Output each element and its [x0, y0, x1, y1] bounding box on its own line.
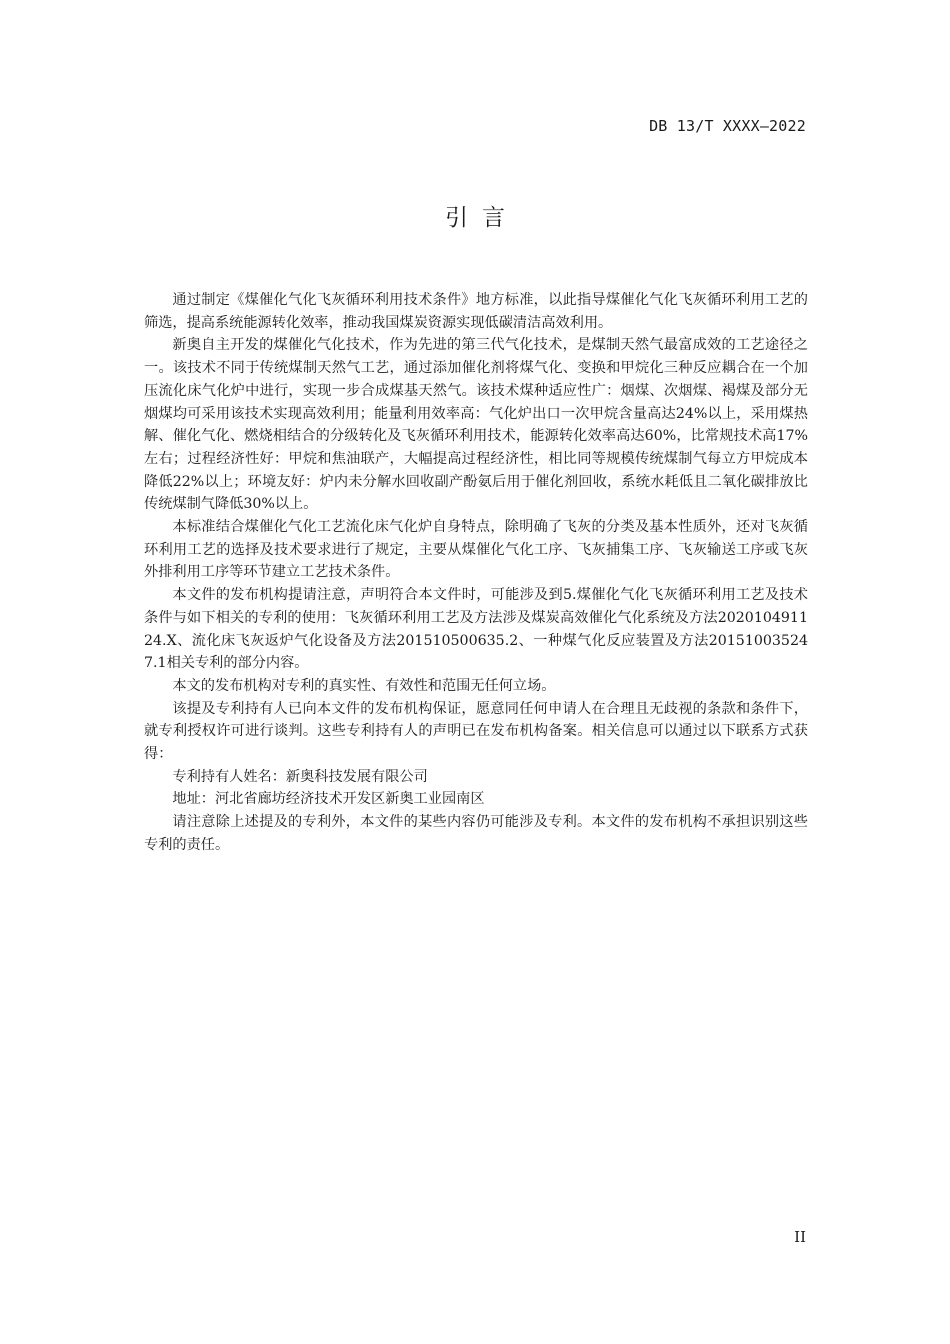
paragraph-patent-notice: 本文件的发布机构提请注意，声明符合本文件时，可能涉及到5.煤催化气化飞灰循环利用工艺及技术条件与如下相关的专利的使用：飞灰循环利用工艺及方法涉及煤炭高效催化气化系统及方法202010491124.X、流化床飞灰返炉气化设备及方法201510500635.2、一种煤气化反应装置及方法201510035247.1相关专利的部分内容。 [144, 587, 808, 672]
paragraph-patent-holder-name: 专利持有人姓名：新奥科技发展有限公司 [172, 768, 428, 785]
paragraph-patent-holder-statement: 该提及专利持有人已向本文件的发布机构保证，愿意同任何申请人在合理且无歧视的条款和条件下，就专利授权许可进行谈判。这些专利持有人的声明已在发布机构备案。相关信息可以通过以下联系方式获得： [144, 700, 808, 763]
paragraph-patent-position: 本文的发布机构对专利的真实性、有效性和范围无任何立场。 [172, 677, 556, 694]
page-title: 引言 [445, 205, 519, 231]
paragraph-disclaimer: 请注意除上述提及的专利外，本文件的某些内容仍可能涉及专利。本文件的发布机构不承担识别这些专利的责任。 [144, 814, 808, 853]
page-number: II [794, 1228, 806, 1246]
standard-code: DB 13/T XXXX—2022 [649, 117, 806, 135]
paragraph-technology: 新奥自主开发的煤催化气化技术，作为先进的第三代气化技术，是煤制天然气最富成效的工艺途径之一。该技术不同于传统煤制天然气工艺，通过添加催化剂将煤气化、变换和甲烷化三种反应耦合在一个加压流化床气化炉中进行，实现一步合成煤基天然气。该技术煤种适应性广：烟煤、次烟煤、褐煤及部分无烟煤均可采用该技术实现高效利用；能量利用效率高：气化炉出口一次甲烷含量高达24%以上，采用煤热解、催化气化、燃烧相结合的分级转化及飞灰循环利用技术，能源转化效率高达60%，比常规技术高17%左右；过程经济性好：甲烷和焦油联产，大幅提高过程经济性，相比同等规模传统煤制气每立方甲烷成本降低22%以上；环境友好：炉内未分解水回收副产酚氨后用于催化剂回收，系统水耗低且二氧化碳排放比传统煤制气降低30%以上。 [144, 337, 808, 513]
paragraph-scope: 本标准结合煤催化气化工艺流化床气化炉自身特点，除明确了飞灰的分类及基本性质外，还对飞灰循环利用工艺的选择及技术要求进行了规定，主要从煤催化气化工序、飞灰捕集工序、飞灰输送工序或飞灰外排利用工序等环节建立工艺技术条件。 [144, 519, 808, 581]
paragraph-purpose: 通过制定《煤催化气化飞灰循环利用技术条件》地方标准，以此指导煤催化气化飞灰循环利用工艺的筛选，提高系统能源转化效率，推动我国煤炭资源实现低碳清洁高效利用。 [144, 292, 808, 331]
paragraph-address: 地址：河北省廊坊经济技术开发区新奥工业园南区 [172, 791, 485, 808]
body-text [144, 289, 808, 857]
